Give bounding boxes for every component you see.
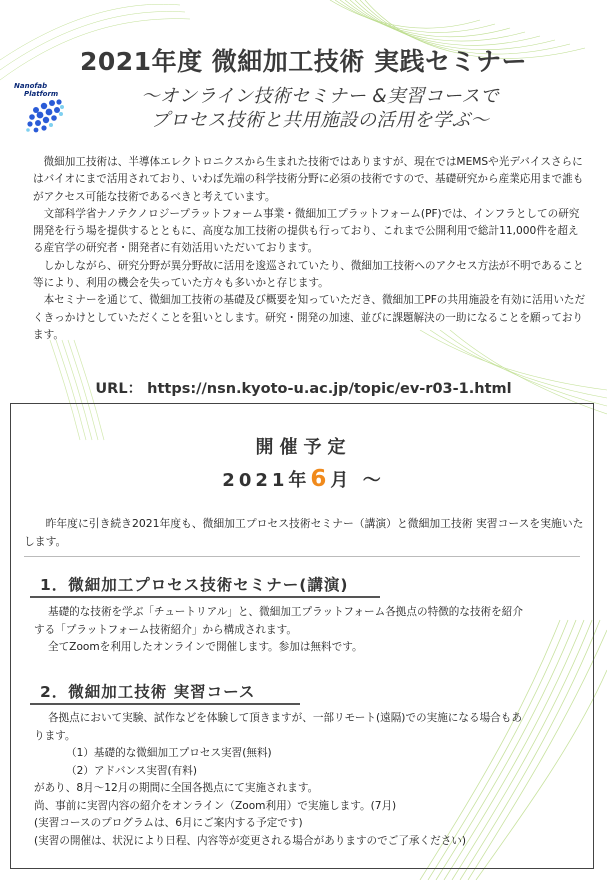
section-1-line: 基礎的な技術を学ぶ「チュートリアル」と、微細加工プラットフォーム各拠点の特徴的な技術を紹介 (48, 606, 523, 618)
schedule-year: 2021年 (222, 470, 311, 491)
url-link[interactable]: https://nsn.kyoto-u.ac.jp/topic/ev-r03-1.html (147, 381, 512, 397)
schedule-date (0, 466, 607, 492)
section-2-line: (実習の開催は、状況により日程、内容等が変更される場合がありますのでご了承ください) (34, 834, 467, 847)
divider (24, 556, 580, 557)
subtitle-line-1: ～オンライン技術セミナー &実習コースで (141, 86, 499, 107)
schedule-lead: 昨年度に引き続き2021年度も、微細加工プロセス技術セミナー（講演）と微細加工技術 実習コースを実施いたします。 (24, 517, 584, 548)
intro-paragraph: 微細加工技術は、半導体エレクトロニクスから生まれた技術ではありますが、現在ではMEMSや光デバイスさらにはバイオにまで活用されており、いわば先端の科学技術分野に必須の技術ですので、基礎研究から産業応用まで誰もがアクセス可能な技術であるべきと考えています。 (33, 156, 584, 203)
section-1-body (34, 604, 590, 657)
section-2-line: （2）アドバンス実習(有料) (66, 764, 198, 777)
section-1-line: する「プラットフォーム技術紹介」から構成されます。 (34, 623, 297, 636)
section-2-line: (実習コースのプログラムは、6月にご案内する予定です) (34, 817, 303, 829)
section-2-line: 尚、事前に実習内容の紹介をオンライン（Zoom利用）で実施します。(7月) (34, 799, 397, 812)
intro-paragraph: 文部科学省ナノテクノロジープラットフォーム事業・微細加工プラットフォーム(PF)では、インフラとしての研究開発を行う場を提供するとともに、高度な加工技術の提供も行っており、これまで公開利用で総計11,000件を超える産官学の研究者・開発者に有効活用いただいております。 (33, 207, 580, 255)
intro-paragraph: しかしながら、研究分野が異分野故に活用を逡巡されていたり、微細加工技術へのアクセス方法が不明であること等により、利用の機会を失っていた方々も多いかと存じます。 (33, 259, 584, 290)
section-1-heading: 1．微細加工プロセス技術セミナー(講演) (40, 576, 349, 594)
section-2-line: 各拠点において実験、試作などを体験して頂きますが、一部リモート(遠隔)での実施になる場合もあ (48, 712, 522, 724)
url-line (0, 377, 607, 398)
intro-paragraph: 本セミナーを通じて、微細加工技術の基礎及び概要を知っていただき、微細加工PFの共用施設を有効に活用いただくきっかけとしていただくことを狙いとします。研究・開発の加速、並びに課題解決の一助になることを願っております。 (33, 294, 586, 341)
schedule-month-suffix: 月 (330, 470, 353, 491)
section-2-body (34, 710, 590, 850)
schedule-title: 開催予定 (255, 437, 352, 458)
section-2-line: があり、8月～12月の期間に全国各拠点にて実施されます。 (34, 782, 319, 794)
section-2-underline (30, 703, 300, 705)
intro-text (33, 154, 589, 344)
url-label: URL： (95, 381, 143, 397)
logo-line-1: Nanofab (14, 82, 48, 90)
logo-line-2: Platform (24, 90, 59, 98)
section-1-underline (30, 596, 380, 598)
section-2-heading: 2．微細加工技術 実習コース (40, 683, 256, 701)
schedule-tilde: ～ (362, 470, 385, 491)
schedule-month: 6 (310, 466, 331, 492)
section-1-line: 全てZoomを利用したオンラインで開催します。参加は無料です。 (48, 641, 363, 653)
section-2-line: （1）基礎的な微細加工プロセス実習(無料) (66, 747, 272, 759)
section-2-line: ります。 (34, 729, 76, 742)
page-title: 2021年度 微細加工技術 実践セミナー (80, 47, 527, 76)
subtitle-line-2: プロセス技術と共用施設の活用を学ぶ～ (150, 110, 490, 131)
